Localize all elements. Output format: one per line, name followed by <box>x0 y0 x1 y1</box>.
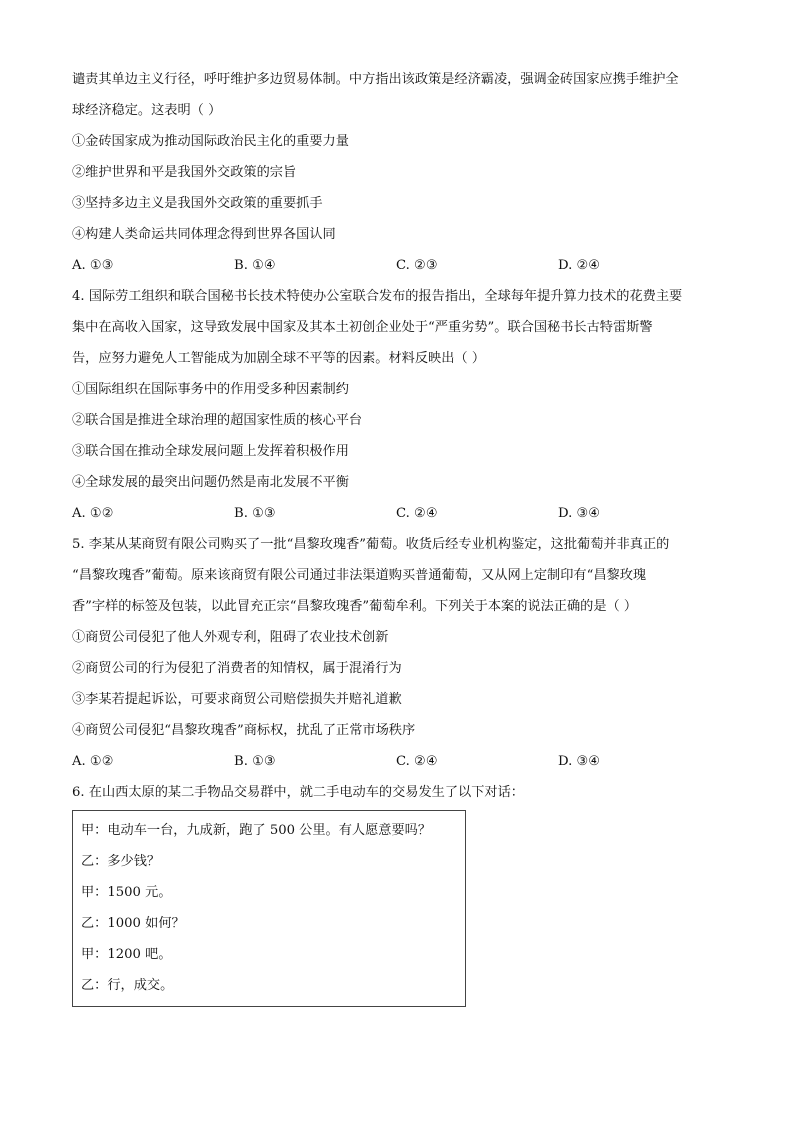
q6-stem: 6. 在山西太原的某二手物品交易群中，就二手电动车的交易发生了以下对话： <box>72 785 524 800</box>
q5-option-d[interactable]: D. ③④ <box>558 754 601 769</box>
q5-stem-line: “昌黎玫瑰香”葡萄。原来该商贸有限公司通过非法渠道购买普通葡萄，又从网上定制印有“昌黎玫瑰 <box>72 568 647 583</box>
q4-item-1: ①国际组织在国际事务中的作用受多种因素制约 <box>72 382 349 397</box>
dialogue-line: 甲：电动车一台，九成新，跑了 500 公里。有人愿意要吗？ <box>81 823 432 838</box>
q5-stem-line: 5. 李某从某商贸有限公司购买了一批“昌黎玫瑰香”葡萄。收货后经专业机构鉴定，这批葡萄并非真正的 <box>72 537 670 552</box>
q4-item-2: ②联合国是推进全球治理的超国家性质的核心平台 <box>72 413 363 428</box>
q4-option-c[interactable]: C. ②④ <box>396 506 438 521</box>
q3-option-d[interactable]: D. ②④ <box>558 258 601 273</box>
dialogue-line: 乙：多少钱？ <box>81 854 161 869</box>
q3-option-c[interactable]: C. ②③ <box>396 258 438 273</box>
q5-item-2: ②商贸公司的行为侵犯了消费者的知情权，属于混淆行为 <box>72 661 402 676</box>
q5-item-1: ①商贸公司侵犯了他人外观专利，阻碍了农业技术创新 <box>72 630 389 645</box>
dialogue-box <box>72 810 466 1007</box>
q3-item-4: ④构建人类命运共同体理念得到世界各国认同 <box>72 227 336 242</box>
q4-item-4: ④全球发展的最突出问题仍然是南北发展不平衡 <box>72 475 349 490</box>
question-3 <box>72 64 722 281</box>
q5-option-b[interactable]: B. ①③ <box>234 754 276 769</box>
q5-option-a[interactable]: A. ①② <box>72 754 114 769</box>
dialogue-line: 甲：1200 吧。 <box>81 947 172 962</box>
q3-option-b[interactable]: B. ①④ <box>234 258 276 273</box>
question-5 <box>72 529 722 777</box>
dialogue-line: 乙：1000 如何？ <box>81 916 185 931</box>
q5-item-4: ④商贸公司侵犯“昌黎玫瑰香”商标权，扰乱了正常市场秩序 <box>72 723 416 738</box>
q3-stem-line: 谴责其单边主义行径，呼吁维护多边贸易体制。中方指出该政策是经济霸凌，强调金砖国家应携手维护全 <box>72 72 679 87</box>
exam-page <box>72 64 722 808</box>
q4-option-b[interactable]: B. ①③ <box>234 506 276 521</box>
q4-stem-line: 集中在高收入国家，这导致发展中国家及其本土初创企业处于“严重劣势”。联合国秘书长古特雷斯警 <box>72 320 653 335</box>
q5-stem-line: 香”字样的标签及包装，以此冒充正宗“昌黎玫瑰香”葡萄牟利。下列关于本案的说法正确的是（ ） <box>72 599 638 614</box>
q4-stem-line: 告，应努力避免人工智能成为加剧全球不平等的因素。材料反映出（ ） <box>72 351 486 366</box>
q4-stem-line: 4. 国际劳工组织和联合国秘书长技术特使办公室联合发布的报告指出，全球每年提升算力技术的花费主要 <box>72 289 683 304</box>
q3-item-3: ③坚持多边主义是我国外交政策的重要抓手 <box>72 196 323 211</box>
q4-item-3: ③联合国在推动全球发展问题上发挥着积极作用 <box>72 444 349 459</box>
q5-options <box>72 746 722 777</box>
question-4 <box>72 281 722 529</box>
q4-options <box>72 498 722 529</box>
q4-option-d[interactable]: D. ③④ <box>558 506 601 521</box>
dialogue-line: 甲：1500 元。 <box>81 885 172 900</box>
q5-option-c[interactable]: C. ②④ <box>396 754 438 769</box>
q3-stem-line: 球经济稳定。这表明（ ） <box>72 103 222 118</box>
q5-item-3: ③李某若提起诉讼，可要求商贸公司赔偿损失并赔礼道歉 <box>72 692 402 707</box>
q3-option-a[interactable]: A. ①③ <box>72 258 114 273</box>
question-6 <box>72 777 722 808</box>
q3-options <box>72 250 722 281</box>
dialogue-line: 乙：行，成交。 <box>81 978 174 993</box>
q3-item-1: ①金砖国家成为推动国际政治民主化的重要力量 <box>72 134 349 149</box>
q3-item-2: ②维护世界和平是我国外交政策的宗旨 <box>72 165 297 180</box>
q4-option-a[interactable]: A. ①② <box>72 506 114 521</box>
